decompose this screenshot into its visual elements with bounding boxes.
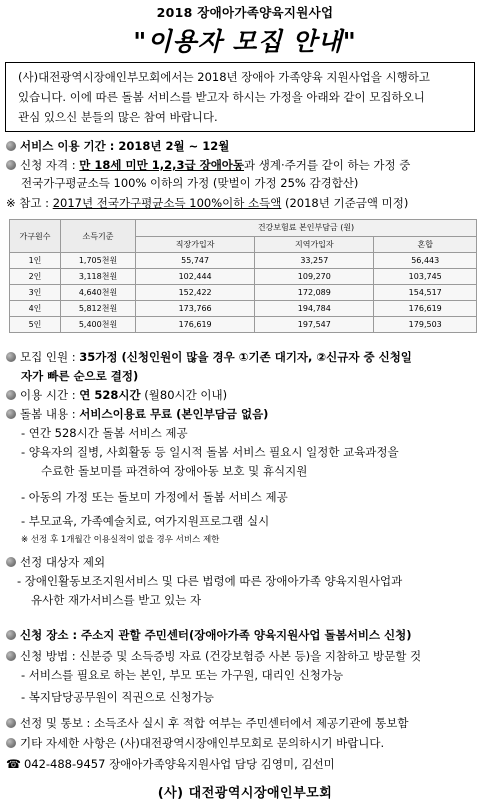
header-household: 가구원수 — [10, 220, 61, 253]
care-note: ※ 선정 후 1개월간 이용실적이 없을 경우 서비스 제한 — [21, 535, 220, 545]
table-row — [10, 269, 477, 285]
telephone-icon: ☎ — [6, 757, 21, 771]
eligibility: 신청 자격 : 만 18세 미만 1,2,3급 장애아동과 생계·주거를 같이 하는 가정 중 — [6, 158, 410, 173]
organization-name: (사) 대전광역시장애인부모회 — [157, 786, 333, 801]
header-work: 직장가입자 — [136, 236, 255, 253]
care-item-1: - 연간 528시간 돌봄 서비스 제공 — [21, 426, 188, 440]
care-content: 돌봄 내용 : 서비스이용료 무료 (본인부담금 없음) — [6, 407, 268, 422]
table-row — [10, 253, 477, 269]
cell-work: 55,747 — [136, 253, 255, 269]
header-income: 소득기준 — [61, 220, 136, 253]
intro-line-1: (사)대전광역시장애인부모회에서는 2018년 장애아 가족양육 지원사업을 시행하고 — [18, 70, 431, 84]
cell-mixed: 154,517 — [374, 285, 477, 301]
bullet-icon — [6, 630, 16, 640]
cell-income: 4,640천원 — [61, 285, 136, 301]
header-region: 지역가입자 — [255, 236, 374, 253]
year-title: 2018 장애아가족양육지원사업 — [156, 5, 334, 20]
cell-mixed: 56,443 — [374, 253, 477, 269]
bullet-icon — [6, 390, 16, 400]
cell-size: 4인 — [10, 301, 61, 317]
application-method-line-2: - 서비스를 필요로 하는 본인, 부모 또는 가구원, 대리인 신청가능 — [21, 668, 344, 682]
bullet-icon — [6, 718, 16, 728]
cell-size: 2인 — [10, 269, 61, 285]
service-period: 서비스 이용 기간 : 2018년 2월 ~ 12월 — [6, 139, 229, 154]
care-item-3: - 아동의 가정 또는 돌보미 가정에서 돌봄 서비스 제공 — [21, 490, 288, 504]
recruitment: 모집 인원 : 35가정 (신청인원이 많을 경우 ①기존 대기자, ②신규자 중 신청일 — [6, 350, 412, 365]
cell-work: 173,766 — [136, 301, 255, 317]
recruitment-line-2: 자가 빠른 순으로 결정) — [21, 369, 139, 383]
header-fee-group: 건강보험료 본인부담금 (원) — [136, 220, 477, 237]
cell-income: 1,705천원 — [61, 253, 136, 269]
usage-time: 이용 시간 : 연 528시간 (월80시간 이내) — [6, 388, 227, 403]
cell-income: 5,812천원 — [61, 301, 136, 317]
table-row — [10, 317, 477, 333]
bullet-icon — [6, 738, 16, 748]
intro-line-3: 관심 있으신 분들의 많은 참여 바랍니다. — [18, 110, 218, 124]
application-place: 신청 장소 : 주소지 관할 주민센터(장애아가족 양육지원사업 돌봄서비스 신청) — [6, 628, 412, 643]
cell-work: 176,619 — [136, 317, 255, 333]
bullet-icon — [6, 160, 16, 170]
cell-region: 109,270 — [255, 269, 374, 285]
table-row — [10, 301, 477, 317]
cell-work: 102,444 — [136, 269, 255, 285]
application-method: 신청 방법 : 신분증 및 소득증빙 자료 (건강보험증 사본 등)을 지참하고 방문할 것 — [6, 649, 421, 664]
cell-income: 3,118천원 — [61, 269, 136, 285]
cell-size: 1인 — [10, 253, 61, 269]
application-method-line-3: - 복지담당공무원이 직권으로 신청가능 — [21, 690, 214, 704]
intro-box — [5, 62, 475, 132]
cell-mixed: 179,503 — [374, 317, 477, 333]
reference-note: ※ 참고 : 2017년 전국가구평균소득 100%이하 소득액 (2018년 기준금액 미정) — [6, 196, 409, 210]
cell-region: 194,784 — [255, 301, 374, 317]
selection-notice: 선정 및 통보 : 소득조사 실시 후 적합 여부는 주민센터에서 제공기관에 통보함 — [6, 716, 408, 731]
care-item-2: - 양육자의 질병, 사회활동 등 일시적 돌봄 서비스 필요시 일정한 교육과정을 — [21, 445, 399, 459]
cell-mixed: 103,745 — [374, 269, 477, 285]
cell-size: 5인 — [10, 317, 61, 333]
income-fee-table — [9, 219, 477, 333]
exclusion-title: 선정 대상자 제외 — [6, 555, 105, 570]
table-row — [10, 285, 477, 301]
header-mixed: 혼합 — [374, 236, 477, 253]
cell-region: 172,089 — [255, 285, 374, 301]
cell-region: 33,257 — [255, 253, 374, 269]
cell-income: 5,400천원 — [61, 317, 136, 333]
cell-region: 197,547 — [255, 317, 374, 333]
exclusion-line-1: - 장애인활동보조지원서비스 및 다른 법령에 따른 장애아가족 양육지원사업과 — [17, 574, 403, 588]
cell-mixed: 176,619 — [374, 301, 477, 317]
other-inquiry: 기타 자세한 사항은 (사)대전광역시장애인부모회로 문의하시기 바랍니다. — [6, 736, 384, 751]
exclusion-line-2: 유사한 재가서비스를 받고 있는 자 — [31, 593, 202, 607]
contact-line: ☎ 042-488-9457 장애아가족양육지원사업 담당 김영미, 김선미 — [6, 757, 335, 771]
eligibility-line-2: 전국가구평균소득 100% 이하의 가정 (맞벌이 가정 25% 감경합산) — [21, 176, 359, 190]
cell-size: 3인 — [10, 285, 61, 301]
bullet-icon — [6, 352, 16, 362]
bullet-icon — [6, 651, 16, 661]
care-item-2-cont: 수료한 돌보미를 파견하여 장애아동 보호 및 휴식지원 — [41, 464, 308, 478]
main-title: "이용자 모집 안내" — [133, 27, 357, 56]
care-item-4: - 부모교육, 가족예술치료, 여가지원프로그램 실시 — [21, 514, 270, 528]
intro-line-2: 있습니다. 이에 따른 돌봄 서비스를 받고자 하시는 가정을 아래와 같이 모집하오니 — [18, 90, 425, 104]
bullet-icon — [6, 557, 16, 567]
bullet-icon — [6, 141, 16, 151]
bullet-icon — [6, 409, 16, 419]
cell-work: 152,422 — [136, 285, 255, 301]
